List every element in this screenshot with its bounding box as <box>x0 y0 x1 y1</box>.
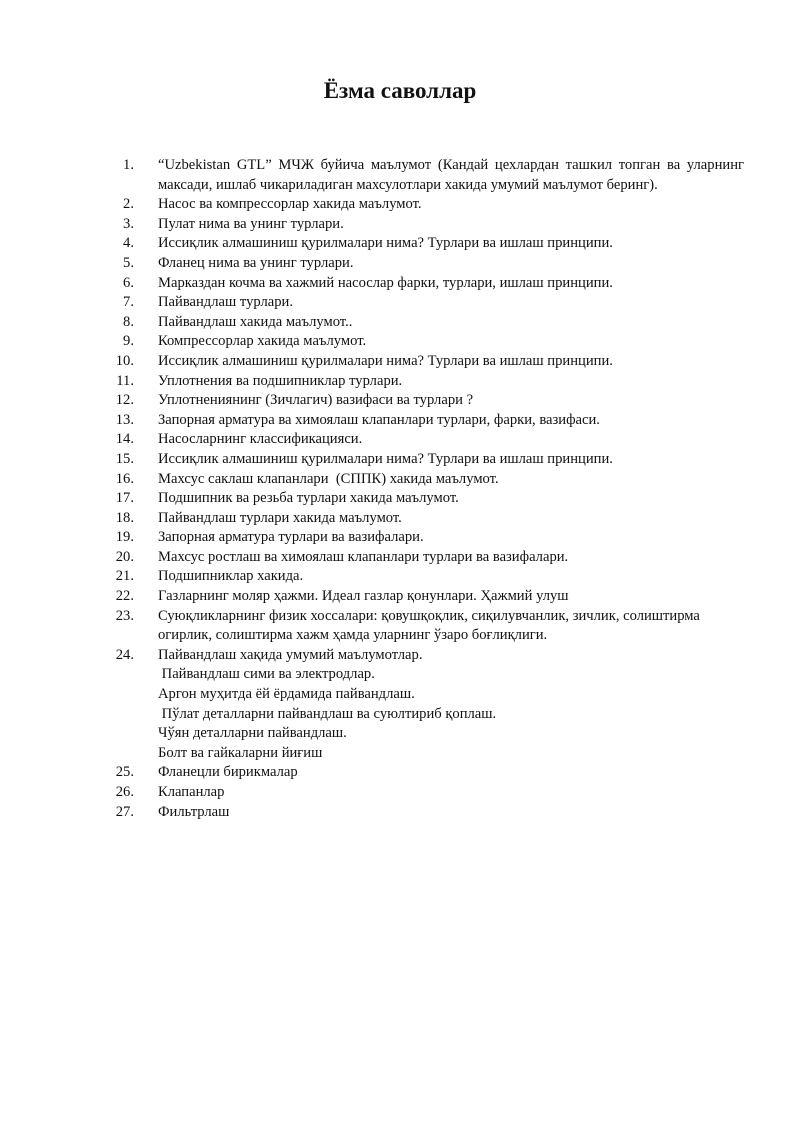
question-item-9 <box>112 332 744 352</box>
question-item-24 <box>112 646 744 764</box>
sub-item: Пўлат деталларни пайвандлаш ва суюлтириб қоплаш. <box>158 705 497 722</box>
question-item-6 <box>112 274 744 294</box>
question-text: Подшипниклар хакида. <box>158 568 304 585</box>
question-number: 17. <box>115 490 134 507</box>
question-number: 11. <box>116 372 134 389</box>
question-number: 19. <box>115 529 134 546</box>
question-item-8 <box>112 313 744 333</box>
question-number: 8. <box>123 313 134 330</box>
question-text: Марказдан кочма ва хажмий насослар фарки, турлари, ишлаш принципи. <box>158 274 613 291</box>
question-text: Запорная арматура ва химоялаш клапанлари турлари, фарки, вазифаси. <box>158 411 600 428</box>
question-number: 12. <box>115 392 134 409</box>
question-text: Клапанлар <box>158 784 225 800</box>
question-text: Подшипник ва резьба турлари хакида маълумот. <box>158 490 459 507</box>
question-item-16 <box>112 470 744 490</box>
question-item-21 <box>112 567 744 587</box>
question-number: 16. <box>115 470 134 487</box>
question-text: Махсус саклаш клапанлари (СППК) хакида маълумот. <box>158 470 499 487</box>
question-text: Запорная арматура турлари ва вазифалари. <box>158 529 424 546</box>
question-text: Пайвандлаш хақида умумий маълумотлар. <box>158 646 423 663</box>
question-number: 5. <box>123 254 134 271</box>
question-item-17 <box>112 489 744 509</box>
question-number: 4. <box>123 235 134 252</box>
question-text: Компрессорлар хакида маълумот. <box>158 333 367 350</box>
question-item-3 <box>112 215 744 235</box>
question-item-22 <box>112 587 744 607</box>
question-number: 18. <box>115 509 134 526</box>
question-text: Махсус ростлаш ва химоялаш клапанлари турлари ва вазифалари. <box>158 548 569 565</box>
question-item-12 <box>112 391 744 411</box>
question-item-25 <box>112 763 744 783</box>
question-text: Иссиқлик алмашиниш қурилмалари нима? Турлари ва ишлаш принципи. <box>158 235 613 252</box>
question-text: “Uzbekistan GTL” МЧЖ буйича маълумот (Кандай цехлардан ташкил топган ва уларнинг максади, ишлаб чикариладиган махсулотлари хакида умумий маълумот беринг). <box>158 157 744 193</box>
question-item-10 <box>112 352 744 372</box>
sub-item: Чўян деталларни пайвандлаш. <box>158 725 347 742</box>
question-item-4 <box>112 234 744 254</box>
question-number: 2. <box>123 196 134 213</box>
question-text: Насос ва компрессорлар хакида маълумот. <box>158 196 422 213</box>
question-text: Суюқликларнинг физик хоссалари: қовушқоқлик, сиқилувчанлик, зичлик, солиштирма огирлик, солиштирма хажм ҳамда уларнинг ўзаро боғлиқлиги. <box>158 607 700 644</box>
question-text: Уплотнения ва подшипниклар турлари. <box>158 372 403 389</box>
question-item-20 <box>112 548 744 568</box>
question-number: 1. <box>123 157 134 173</box>
question-item-7 <box>112 293 744 313</box>
question-item-11 <box>112 372 744 392</box>
question-number: 21. <box>115 568 134 585</box>
question-text: Пайвандлаш хакида маълумот.. <box>158 313 353 330</box>
question-number: 25. <box>115 764 134 781</box>
question-text: Иссиқлик алмашиниш қурилмалари нима? Турлари ва ишлаш принципи. <box>158 352 613 369</box>
question-number: 14. <box>115 431 134 448</box>
question-item-14 <box>112 430 744 450</box>
question-item-18 <box>112 509 744 529</box>
question-number: 15. <box>115 450 134 467</box>
question-number: 6. <box>123 274 134 291</box>
question-item-15 <box>112 450 744 470</box>
sub-item: Аргон муҳитда ёй ёрдамида пайвандлаш. <box>158 686 415 703</box>
question-number: 20. <box>115 548 134 565</box>
question-text: Фланецли бирикмалар <box>158 764 298 781</box>
question-number: 26. <box>115 784 134 800</box>
sub-item: Пайвандлаш сими ва электродлар. <box>158 666 375 683</box>
question-item-26 <box>112 783 744 803</box>
question-text: Насосларнинг классификацияси. <box>158 431 363 448</box>
page-title: Ёзма саволлар <box>323 78 477 103</box>
question-item-1 <box>112 156 744 195</box>
question-number: 10. <box>115 352 134 369</box>
question-number: 7. <box>123 294 134 311</box>
question-item-13 <box>112 411 744 431</box>
question-text: Пайвандлаш турлари. <box>158 294 293 311</box>
question-text: Уплотнениянинг (Зичлагич) вазифаси ва турлари ? <box>158 392 474 409</box>
question-text-block <box>158 646 744 764</box>
question-text: Фланец нима ва унинг турлари. <box>158 254 354 271</box>
question-list <box>112 156 744 822</box>
question-item-2 <box>112 195 744 215</box>
question-text: Пулат нима ва унинг турлари. <box>158 215 344 232</box>
question-text: Фильтрлаш <box>158 803 230 820</box>
question-number: 3. <box>123 215 134 232</box>
question-number: 22. <box>115 588 134 605</box>
question-text: Иссиқлик алмашиниш қурилмалари нима? Турлари ва ишлаш принципи. <box>158 450 613 467</box>
question-item-5 <box>112 254 744 274</box>
question-text: Пайвандлаш турлари хакида маълумот. <box>158 509 402 526</box>
question-number: 9. <box>123 333 134 350</box>
question-item-19 <box>112 528 744 548</box>
question-number: 27. <box>115 803 134 820</box>
question-number: 23. <box>115 607 134 624</box>
question-number: 13. <box>115 411 134 428</box>
sub-item: Болт ва гайкаларни йиғиш <box>158 744 323 761</box>
question-item-23 <box>112 607 744 646</box>
question-number: 24. <box>115 646 134 663</box>
question-text: Газларнинг моляр ҳажми. Идеал газлар қонунлари. Ҳажмий улуш <box>158 588 569 605</box>
question-item-27 <box>112 803 744 823</box>
